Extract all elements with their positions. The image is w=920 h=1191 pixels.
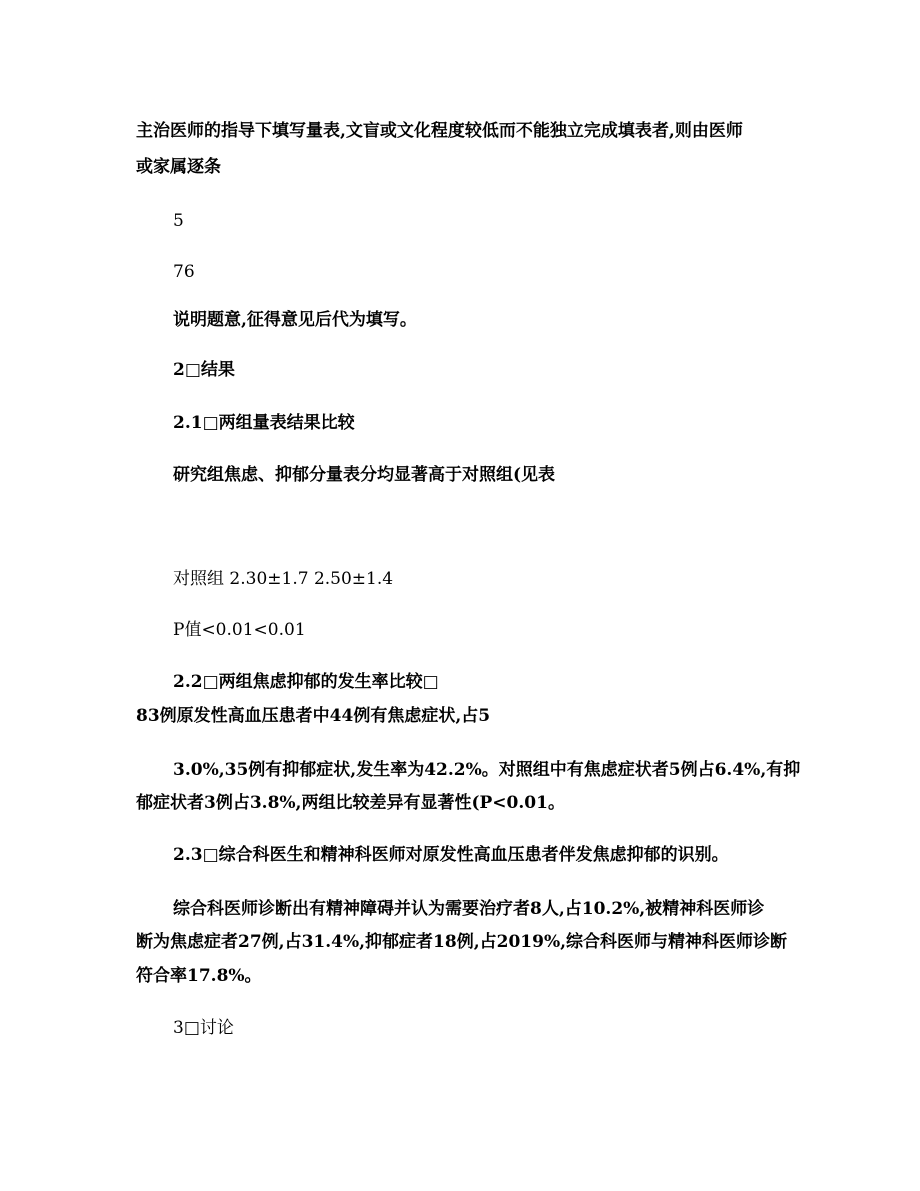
page-number: 5 — [173, 211, 184, 231]
paragraph-line: 符合率17.8%。 — [136, 966, 262, 986]
paragraph-line: 3.0%,35例有抑郁症状,发生率为42.2%。对照组中有焦虑症状者5例占6.4%,有抑 — [173, 760, 801, 780]
paragraph-line: 或家属逐条 — [136, 157, 221, 177]
paragraph-line: 研究组焦虑、抑郁分量表分均显著高于对照组(见表 — [173, 465, 556, 485]
table-row-control-group: 对照组 2.30±1.7 2.50±1.4 — [173, 569, 394, 589]
paragraph-line: 主治医师的指导下填写量表,文盲或文化程度较低而不能独立完成填表者,则由医师 — [136, 121, 743, 141]
paragraph-line: 综合科医师诊断出有精神障碍并认为需要治疗者8人,占10.2%,被精神科医师诊 — [173, 899, 765, 919]
paragraph-line: 断为焦虑症者27例,占31.4%,抑郁症者18例,占2019%,综合科医师与精神科医师诊断 — [136, 932, 788, 952]
subsection-heading: 2.3□综合科医生和精神科医师对原发性高血压患者伴发焦虑抑郁的识别。 — [173, 845, 729, 865]
paragraph-line: 郁症状者3例占3.8%,两组比较差异有显著性(P<0.01。 — [136, 793, 565, 813]
page-number: 76 — [173, 262, 195, 282]
paragraph-line: 说明题意,征得意见后代为填写。 — [173, 310, 417, 330]
subsection-heading: 2.2□两组焦虑抑郁的发生率比较□ — [173, 672, 439, 692]
section-heading: 2□结果 — [173, 360, 235, 380]
table-row-p-value: P值<0.01<0.01 — [173, 620, 306, 640]
paragraph-line: 83例原发性高血压患者中44例有焦虑症状,占5 — [136, 706, 491, 726]
subsection-heading: 2.1□两组量表结果比较 — [173, 413, 355, 433]
section-heading: 3□讨论 — [173, 1018, 234, 1038]
